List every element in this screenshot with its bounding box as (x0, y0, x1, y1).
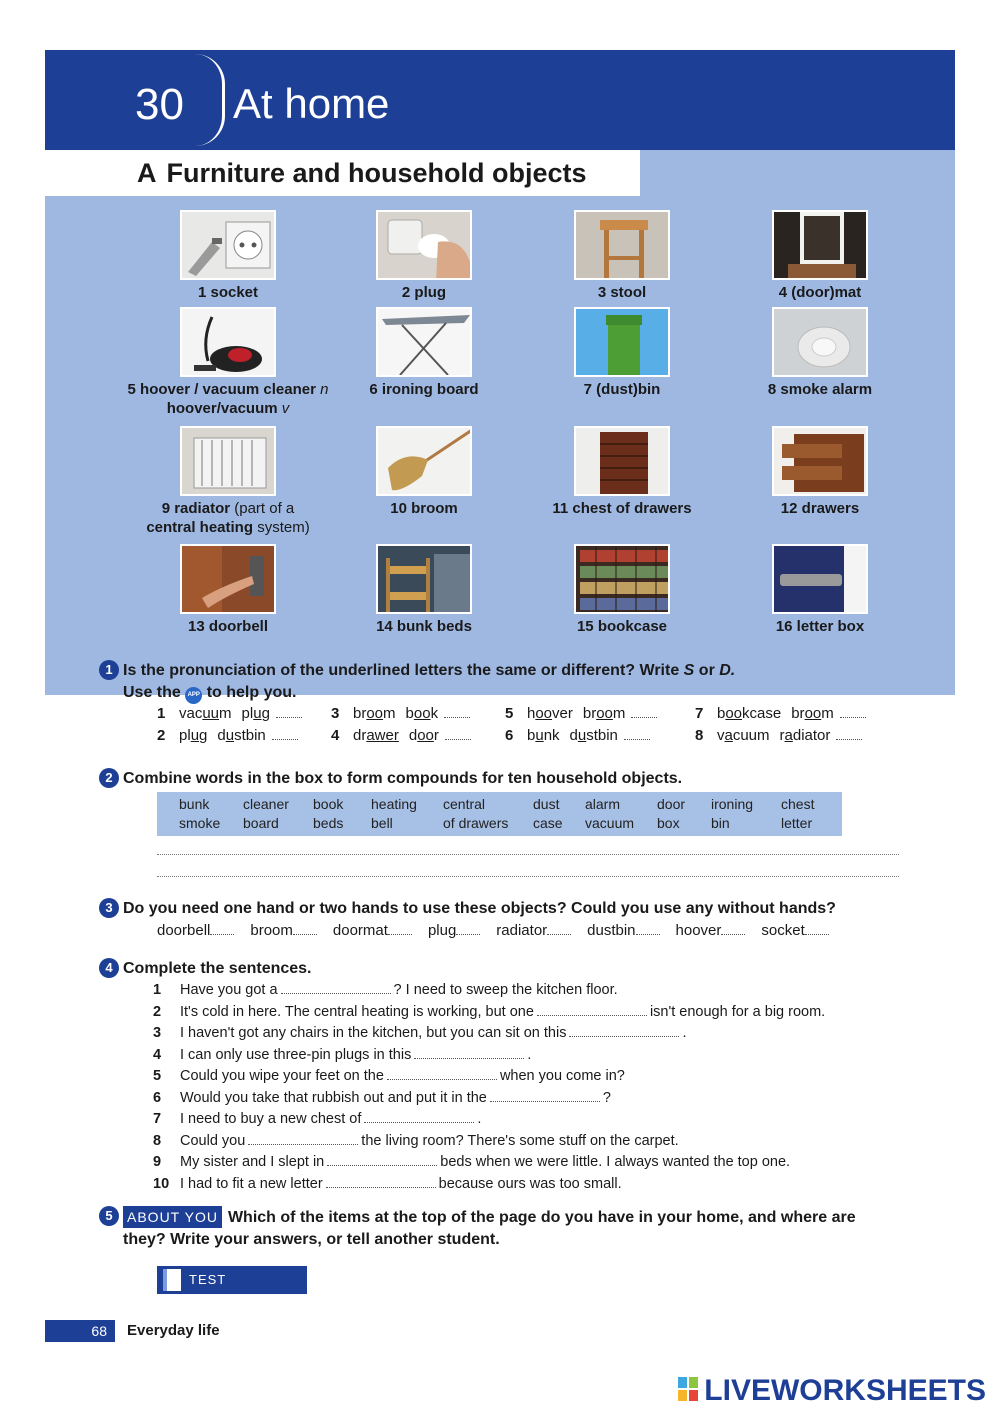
liveworksheets-logo[interactable] (678, 1374, 986, 1408)
underlined-letters: oo (417, 727, 434, 744)
answer-letter-s: S (683, 662, 695, 679)
pair-number: 6 (505, 727, 514, 744)
item-label: hoover / vacuum cleaner (140, 381, 316, 398)
pair-word (583, 705, 626, 722)
word-part: d (217, 727, 226, 744)
underlined-letters: oo (596, 705, 613, 722)
bunk-beds-icon (376, 544, 472, 614)
box-word: of drawers (443, 815, 509, 831)
box-word: case (533, 815, 563, 831)
unit-number: 30 (135, 80, 184, 129)
box-word: box (657, 815, 680, 831)
vocab-item-stool (507, 210, 737, 302)
item-label: broom (411, 500, 458, 517)
section-letter: A (137, 158, 157, 188)
answer-blank[interactable] (444, 706, 470, 718)
pair-word (570, 727, 618, 744)
pair-word (406, 705, 439, 722)
word-part: cuum (732, 727, 770, 744)
sentence-item (153, 1002, 825, 1022)
box-word: central (443, 796, 486, 812)
underlined-letters: oo (804, 705, 822, 722)
pronunciation-pair (331, 705, 470, 722)
app-icon: APP (185, 687, 202, 704)
sentence-item (153, 1066, 625, 1086)
answer-blank[interactable] (636, 923, 660, 935)
hand-usage-item (587, 922, 659, 939)
hand-usage-item (496, 922, 571, 939)
answer-blank[interactable] (276, 706, 302, 718)
sentence-end: ? I need to sweep the kitchen floor. (393, 982, 618, 998)
pair-word (717, 727, 770, 744)
sentence-end: because ours was too small. (438, 1175, 622, 1192)
object-word: hoover (675, 922, 722, 939)
item-number: 16 (775, 618, 793, 635)
answer-blank[interactable] (805, 923, 829, 935)
bookcase-icon (574, 544, 670, 614)
pair-number: 4 (331, 727, 340, 744)
answer-blank[interactable] (414, 1047, 524, 1059)
underlined-letters: u (577, 727, 587, 744)
object-word: doorbell (157, 922, 211, 939)
box-word: heating (371, 796, 417, 812)
word-part: b (717, 705, 726, 722)
object-word: broom (250, 922, 293, 939)
vocabulary-panel (45, 150, 955, 695)
word-part: b (405, 705, 414, 722)
doorbell-icon (180, 544, 276, 614)
word-part: r (433, 727, 439, 744)
vocab-item-letter-box (705, 544, 935, 636)
sentence-item (153, 1131, 679, 1151)
underlined-letters: a (724, 727, 733, 744)
sentence-start: I need to buy a new chest of (180, 1111, 362, 1127)
sentence-start: Could you wipe your feet on the (180, 1068, 384, 1084)
item-label-2: hoover/vacuum (166, 400, 278, 417)
item-number: 3 (597, 284, 607, 301)
word-part: d (408, 727, 418, 744)
word-box (157, 792, 842, 836)
answer-blank[interactable] (248, 1133, 358, 1145)
exercise-question: Complete the sentences. (123, 960, 312, 977)
question-text: Use the (123, 684, 181, 701)
word-part: dr (353, 727, 367, 744)
exercise-question (123, 1206, 883, 1251)
underlined-letters: u (190, 727, 200, 744)
vocab-item-doormat (705, 210, 935, 302)
pair-word (353, 705, 396, 722)
sentence-number: 8 (153, 1132, 162, 1149)
word-part: m (821, 705, 834, 722)
word-part: kcase (742, 705, 782, 722)
word-part: v (717, 727, 725, 744)
answer-blank[interactable] (624, 728, 650, 740)
box-word: vacuum (585, 815, 635, 831)
answer-blank[interactable] (387, 1068, 497, 1080)
pair-word (353, 727, 399, 744)
sentence-end: beds when we were little. I always wanted the top one. (440, 1154, 791, 1170)
box-word: book (313, 796, 344, 812)
vocab-item-dustbin (507, 307, 737, 399)
exercise-badge: 3 (99, 898, 119, 918)
liveworksheets-icon (678, 1377, 700, 1403)
word-part: d (569, 727, 578, 744)
item-label: doorbell (208, 618, 269, 635)
word-part: stbin (586, 727, 618, 744)
sentence-item (153, 1109, 481, 1129)
vocab-item-bookcase (507, 544, 737, 636)
word-part: r (779, 727, 785, 744)
radiator-icon (180, 426, 276, 496)
pair-number: 1 (157, 705, 166, 722)
answer-blank[interactable] (631, 706, 657, 718)
sentence-end: when you come in? (499, 1068, 625, 1084)
doormat-icon (772, 210, 868, 280)
sentence-item (153, 1152, 790, 1172)
answer-letter-d: D. (719, 662, 736, 679)
pronunciation-pair (157, 727, 298, 744)
test-yourself-button[interactable] (157, 1266, 307, 1315)
sentence-start: It's cold in here. The central heating is working, but one (180, 1003, 534, 1020)
sentence-item (153, 1088, 611, 1108)
box-word: board (243, 815, 279, 831)
answer-blank[interactable] (326, 1176, 436, 1188)
about-you-tag: ABOUT YOU (123, 1206, 222, 1228)
sentence-start: Could you (180, 1132, 246, 1149)
object-word: dustbin (587, 922, 636, 939)
answer-blank[interactable] (537, 1004, 647, 1016)
sentence-start: Would you take that rubbish out and put it in the (180, 1089, 487, 1106)
pair-number: 5 (505, 705, 514, 722)
section-heading (45, 150, 640, 196)
vocab-item-broom (309, 426, 539, 518)
pronunciation-pair (695, 705, 866, 722)
sentence-end: . (527, 1046, 532, 1063)
section-title: Furniture and household objects (166, 158, 587, 188)
exercise-badge: 5 (99, 1206, 119, 1226)
pair-word (791, 705, 834, 722)
answer-blank[interactable] (456, 923, 480, 935)
pair-number: 7 (695, 705, 704, 722)
answer-blank[interactable] (327, 1154, 437, 1166)
pair-word (780, 727, 831, 744)
underlined-letters: oo (413, 705, 431, 722)
word-part: nk (543, 727, 560, 744)
item-label: (dust)bin (596, 381, 661, 398)
object-word: socket (761, 922, 805, 939)
answer-blank[interactable] (721, 923, 745, 935)
exercise-question: Do you need one hand or two hands to use these objects? Could you use any without hands? (123, 900, 836, 917)
hand-usage-item (157, 922, 234, 939)
answer-blank[interactable] (281, 982, 391, 994)
word-part: m (219, 705, 232, 722)
word-part: g (261, 705, 270, 722)
item-number: 14 (376, 618, 393, 635)
answer-blank[interactable] (840, 706, 866, 718)
question-text: or (698, 662, 715, 679)
pair-number: 3 (331, 705, 340, 722)
object-word: plug (427, 922, 457, 939)
item-number: 13 (187, 618, 205, 635)
box-word: dust (533, 796, 560, 812)
answer-blank[interactable] (364, 1111, 474, 1123)
vocab-item-smoke-alarm (705, 307, 935, 399)
word-part: vac (179, 705, 203, 722)
item-number: 12 (780, 500, 798, 517)
underlined-letters: uu (202, 705, 220, 722)
sentence-item (153, 980, 618, 1000)
part-of-speech: n (320, 381, 329, 398)
answer-blank[interactable] (490, 1090, 600, 1102)
item-label: (door)mat (791, 284, 862, 301)
sentence-end: . (477, 1111, 482, 1127)
answer-blank[interactable] (388, 923, 412, 935)
object-word: radiator (496, 922, 548, 939)
vacuum-icon (180, 307, 276, 377)
item-label: ironing board (381, 381, 479, 398)
sentence-number: 3 (153, 1025, 162, 1041)
word-part: g (199, 727, 208, 744)
unit-header (45, 50, 955, 150)
pair-word (242, 705, 270, 722)
pair-word (717, 705, 781, 722)
sentence-number: 5 (153, 1068, 162, 1084)
item-number: 4 (778, 284, 788, 301)
sentence-item (153, 1023, 686, 1043)
underlined-letters: oo (535, 705, 553, 722)
answer-line-2[interactable] (157, 876, 899, 877)
exercise-badge: 1 (99, 660, 119, 680)
answer-blank[interactable] (272, 728, 298, 740)
answer-blank[interactable] (569, 1025, 679, 1037)
box-word: bin (711, 815, 730, 831)
word-part: m (612, 705, 626, 722)
dustbin-icon (574, 307, 670, 377)
item-number: 15 (576, 618, 594, 635)
box-word: chest (781, 796, 815, 812)
object-word: doormat (332, 922, 388, 939)
pair-word (409, 727, 439, 744)
question-text: Is the pronunciation of the underlined letters the same or different? Write (123, 662, 680, 679)
sentence-end: ? (602, 1089, 611, 1106)
underlined-letters: u (253, 705, 262, 722)
box-word: door (657, 796, 686, 812)
underlined-letters: u (225, 727, 235, 744)
plug-icon (376, 210, 472, 280)
item-number: 11 (552, 500, 569, 517)
sentence-number: 6 (153, 1089, 162, 1106)
word-part: br (791, 705, 805, 722)
exercise-badge: 2 (99, 768, 119, 788)
pronunciation-pair (331, 727, 471, 744)
hand-usage-item (250, 922, 317, 939)
test-yourself-label: TEST YOURSELF (189, 1272, 268, 1315)
box-word: letter (781, 815, 813, 831)
vocab-item-bunk-beds (309, 544, 539, 636)
exercise-badge: 4 (99, 958, 119, 978)
item-number: 10 (390, 500, 407, 517)
sentence-number: 2 (153, 1003, 162, 1020)
sentence-start: I can only use three-pin plugs in this (180, 1046, 412, 1063)
sentence-number: 7 (153, 1111, 162, 1127)
word-part: pl (241, 705, 254, 722)
letter-box-icon (772, 544, 868, 614)
answer-blank[interactable] (547, 923, 571, 935)
worksheet-page (45, 50, 955, 1350)
sentence-start: I haven't got any chairs in the kitchen, but you can sit on this (180, 1025, 567, 1041)
item-label: smoke alarm (780, 381, 873, 398)
word-part: m (383, 705, 396, 722)
word-part: diator (792, 727, 831, 744)
hand-usage-item (676, 922, 746, 939)
underlined-letters: awer (366, 727, 399, 744)
answer-blank[interactable] (836, 728, 862, 740)
word-part: pl (179, 727, 191, 744)
box-word: bunk (179, 796, 210, 812)
sentence-end: the living room? There's some stuff on the carpet. (361, 1132, 679, 1149)
smoke-alarm-icon (772, 307, 868, 377)
page-number: 68 (45, 1320, 115, 1342)
drawers-icon (772, 426, 868, 496)
sentence-start: Have you got a (180, 982, 278, 998)
pronunciation-pair (695, 727, 862, 744)
pair-word (179, 705, 232, 722)
broom-icon (376, 426, 472, 496)
pair-number: 8 (695, 727, 704, 744)
vocab-item-chest-of-drawers (507, 426, 737, 518)
box-word: beds (313, 815, 344, 831)
hand-usage-item (428, 922, 480, 939)
pair-word (179, 727, 207, 744)
exercise-1 (105, 660, 943, 704)
ironing-board-icon (376, 307, 472, 377)
box-word: alarm (585, 796, 621, 812)
word-part: ver (552, 705, 573, 722)
exercise-question (123, 660, 943, 704)
pronunciation-pair (505, 705, 657, 722)
underlined-letters: oo (725, 705, 743, 722)
part-of-speech: v (281, 400, 290, 417)
item-label: radiator (174, 500, 231, 517)
answer-blank[interactable] (210, 923, 234, 935)
item-label: bunk beds (396, 618, 472, 635)
hand-usage-item (333, 922, 412, 939)
word-part: k (430, 705, 439, 722)
item-note: (part of a (234, 500, 295, 517)
question-text: to help you. (206, 684, 297, 701)
item-label: drawers (801, 500, 860, 517)
sentence-number: 10 (153, 1175, 170, 1192)
item-number: 7 (583, 381, 592, 398)
answer-line-1[interactable] (157, 854, 899, 855)
pronunciation-pair (157, 705, 302, 722)
vocab-item-ironing-board (309, 307, 539, 399)
sentence-end: . (682, 1025, 687, 1041)
word-part: br (582, 705, 597, 722)
pair-word (527, 705, 573, 722)
header-divider (195, 54, 225, 146)
item-note: system) (257, 519, 310, 536)
item-number: 2 (401, 284, 411, 301)
answer-blank[interactable] (293, 923, 317, 935)
sentence-number: 1 (153, 982, 162, 998)
hand-usage-item (761, 922, 828, 939)
unit-title: At home (233, 80, 390, 127)
word-part: br (353, 705, 367, 722)
book-icon (163, 1269, 181, 1291)
underlined-letters: a (784, 727, 793, 744)
item-label: bookcase (597, 618, 668, 635)
exercise-question: Combine words in the box to form compounds for ten household objects. (123, 770, 683, 787)
socket-icon (180, 210, 276, 280)
box-word: smoke (179, 815, 221, 831)
sentence-start: My sister and I slept in (180, 1154, 325, 1170)
hand-usage-row (157, 920, 845, 942)
item-number: 5 (127, 381, 136, 398)
sentence-number: 4 (153, 1046, 162, 1063)
item-label: letter box (796, 618, 865, 635)
sentence-end: isn't enough for a big room. (649, 1003, 826, 1020)
question-text: they? Write your answers, or tell another student. (123, 1231, 500, 1248)
stool-icon (574, 210, 670, 280)
word-part: stbin (234, 727, 266, 744)
box-word: ironing (711, 796, 754, 812)
item-label: chest of drawers (572, 500, 692, 517)
word-part: h (527, 705, 536, 722)
item-label: plug (414, 284, 447, 301)
item-label: stool (610, 284, 647, 301)
sentence-item (153, 1045, 531, 1065)
chest-of-drawers-icon (574, 426, 670, 496)
brand-name: LIVEWORKSHEETS (704, 1374, 986, 1407)
vocab-item-plug (309, 210, 539, 302)
underlined-letters: oo (366, 705, 384, 722)
footer-section-label: Everyday life (127, 1322, 220, 1339)
item-label: socket (210, 284, 259, 301)
sentence-item (153, 1174, 622, 1194)
box-word: bell (371, 815, 393, 831)
answer-blank[interactable] (445, 728, 471, 740)
exercise-5 (105, 1206, 883, 1251)
vocab-item-drawers (705, 426, 935, 518)
item-number: 6 (369, 381, 378, 398)
item-number: 1 (197, 284, 207, 301)
underlined-letters: u (535, 727, 544, 744)
pronunciation-pair (505, 727, 650, 744)
exercise-2 (105, 768, 943, 790)
pair-number: 2 (157, 727, 166, 744)
exercise-4 (105, 958, 943, 980)
item-number: 9 (161, 500, 171, 517)
pair-word (527, 727, 560, 744)
item-number: 8 (767, 381, 777, 398)
sentence-start: I had to fit a new letter (180, 1175, 323, 1192)
word-part: b (527, 727, 536, 744)
question-text: Which of the items at the top of the page do you have in your home, and where are (227, 1209, 856, 1226)
item-label-2: central heating (146, 519, 254, 536)
sentence-number: 9 (153, 1154, 162, 1170)
exercise-3 (105, 898, 943, 920)
box-word: cleaner (243, 796, 289, 812)
pair-word (217, 727, 265, 744)
